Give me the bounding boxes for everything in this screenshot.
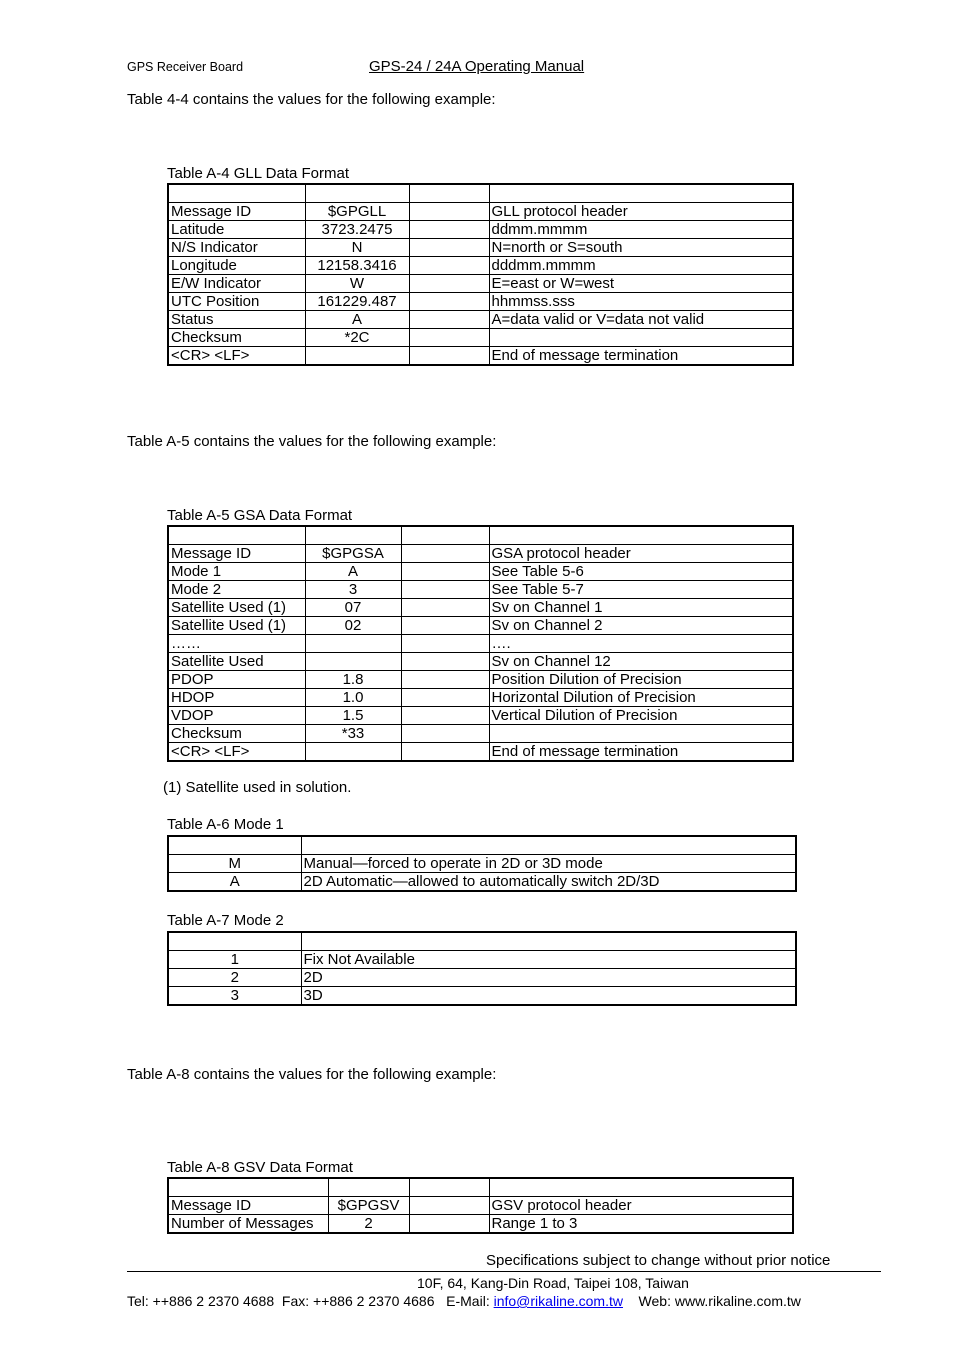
gsa-table-cell: [401, 653, 489, 671]
gll-table-cell: [409, 257, 489, 275]
gll-table-cell: Latitude: [168, 221, 305, 239]
gsa-table-cell: [401, 725, 489, 743]
gsa-table-cell: PDOP: [168, 671, 305, 689]
gll-table-header-cell: [489, 184, 793, 203]
gsa-table-cell: [305, 635, 401, 653]
gll-table-cell: [409, 221, 489, 239]
mode2-table-cell: Fix Not Available: [301, 951, 796, 969]
gsv-table-cell: Number of Messages: [168, 1215, 328, 1234]
gll-table-cell: [409, 329, 489, 347]
mode1-table-header-cell: [168, 836, 301, 855]
gll-table-cell: W: [305, 275, 409, 293]
mode2-table-cell: 1: [168, 951, 301, 969]
gsa-table-cell: [401, 671, 489, 689]
gsa-table-cell: Vertical Dilution of Precision: [489, 707, 793, 725]
gsa-table-cell: HDOP: [168, 689, 305, 707]
gsa-table-cell: [401, 545, 489, 563]
header-title: GPS-24 / 24A Operating Manual: [369, 58, 585, 75]
gsa-table-row: [168, 599, 793, 617]
gsa-table-row: [168, 725, 793, 743]
gsv-table: [167, 1177, 794, 1234]
gll-table-cell: A=data valid or V=data not valid: [489, 311, 793, 329]
gsa-table-cell: Satellite Used (1): [168, 599, 305, 617]
gsa-table-row: [168, 707, 793, 725]
mode2-table-cell: 2: [168, 969, 301, 987]
gsa-table-header-cell: [401, 526, 489, 545]
gsa-table-cell: Message ID: [168, 545, 305, 563]
gll-table-row: [168, 275, 793, 293]
gsa-table-cell: ……: [168, 635, 305, 653]
gll-table-cell: [409, 293, 489, 311]
gll-table-row: [168, 203, 793, 221]
gll-table-cell: 161229.487: [305, 293, 409, 311]
gll-table-row: [168, 329, 793, 347]
gll-table-cell: dddmm.mmmm: [489, 257, 793, 275]
gsv-table-row: [168, 1197, 793, 1215]
gll-table-cell: 3723.2475: [305, 221, 409, 239]
gll-table-cell: GLL protocol header: [489, 203, 793, 221]
mode2-table-cell: 2D: [301, 969, 796, 987]
gsa-table-header-cell: [168, 526, 305, 545]
gsa-table-row: [168, 653, 793, 671]
gsa-table-cell: Sv on Channel 12: [489, 653, 793, 671]
mode2-table-cell: 3: [168, 987, 301, 1006]
gsa-table-cell: 02: [305, 617, 401, 635]
gsa-table-cell: Sv on Channel 1: [489, 599, 793, 617]
mode2-table-row: [168, 969, 796, 987]
gll-table-cell: $GPGLL: [305, 203, 409, 221]
gsa-table-row: [168, 563, 793, 581]
gsa-table-cell: Mode 1: [168, 563, 305, 581]
gll-table-cell: 12158.3416: [305, 257, 409, 275]
gsa-table-cell: [401, 743, 489, 762]
gll-table-header-cell: [168, 184, 305, 203]
gsa-table-cell: End of message termination: [489, 743, 793, 762]
gsa-table-cell: [401, 635, 489, 653]
gll-table-row: [168, 257, 793, 275]
gsv-table-header-cell: [409, 1178, 489, 1197]
gll-table-cell: N/S Indicator: [168, 239, 305, 257]
gll-table-cell: [409, 275, 489, 293]
gsa-table-cell: 1.5: [305, 707, 401, 725]
gsa-table-cell: A: [305, 563, 401, 581]
mode2-caption: Table A-7 Mode 2: [167, 912, 284, 929]
mode1-table-row: [168, 855, 796, 873]
gsa-table-cell: ….: [489, 635, 793, 653]
gll-table-header-cell: [305, 184, 409, 203]
mode2-table: [167, 931, 797, 1006]
gsa-table-header-cell: [489, 526, 793, 545]
gsa-table-cell: Satellite Used (1): [168, 617, 305, 635]
gsa-table: [167, 525, 794, 762]
gll-table-cell: [489, 329, 793, 347]
gsv-table-header-row: [168, 1178, 793, 1197]
gll-table-cell: Longitude: [168, 257, 305, 275]
gsv-table-cell: 2: [328, 1215, 409, 1234]
gll-table-cell: <CR> <LF>: [168, 347, 305, 366]
gll-table-row: [168, 311, 793, 329]
gll-table-cell: hhmmss.sss: [489, 293, 793, 311]
gsv-table-header-cell: [328, 1178, 409, 1197]
gsa-caption: Table A-5 GSA Data Format: [167, 507, 353, 524]
gsa-table-cell: 07: [305, 599, 401, 617]
gsa-table-cell: 1.0: [305, 689, 401, 707]
gsa-table-row: [168, 671, 793, 689]
gsa-table-cell: Horizontal Dilution of Precision: [489, 689, 793, 707]
gll-table-row: [168, 347, 793, 366]
gsa-footnote: (1) Satellite used in solution.: [163, 779, 352, 796]
mode1-table-cell: M: [168, 855, 301, 873]
mode1-table-cell: 2D Automatic—allowed to automatically switch 2D/3D: [301, 873, 796, 892]
gsa-table-cell: Satellite Used: [168, 653, 305, 671]
gsa-table-row: [168, 617, 793, 635]
footer-notice: Specifications subject to change without prior notice: [486, 1252, 831, 1269]
gll-table-row: [168, 293, 793, 311]
mode2-table-header-cell: [168, 932, 301, 951]
gll-table-header-cell: [409, 184, 489, 203]
mode1-table-cell: Manual—forced to operate in 2D or 3D mode: [301, 855, 796, 873]
gsa-table-cell: Position Dilution of Precision: [489, 671, 793, 689]
gsa-table-header-row: [168, 526, 793, 545]
gll-table-cell: UTC Position: [168, 293, 305, 311]
gsa-table-cell: [401, 689, 489, 707]
gll-table-cell: [409, 239, 489, 257]
gll-table-cell: Checksum: [168, 329, 305, 347]
gsv-table-cell: Range 1 to 3: [489, 1215, 793, 1234]
mode1-table-cell: A: [168, 873, 301, 892]
gsa-table-cell: 3: [305, 581, 401, 599]
gsa-table-cell: [401, 707, 489, 725]
gsa-table-cell: [401, 617, 489, 635]
footer-divider: [127, 1271, 881, 1272]
mode2-table-header-cell: [301, 932, 796, 951]
gsv-table-header-cell: [489, 1178, 793, 1197]
gll-table-cell: [409, 311, 489, 329]
gsa-table-cell: [401, 563, 489, 581]
gsv-caption: Table A-8 GSV Data Format: [167, 1159, 353, 1176]
gsa-table-cell: Checksum: [168, 725, 305, 743]
gsa-table-cell: [489, 725, 793, 743]
gsa-table-cell: 1.8: [305, 671, 401, 689]
gll-table-header-row: [168, 184, 793, 203]
gsa-table-cell: Mode 2: [168, 581, 305, 599]
gll-table-cell: *2C: [305, 329, 409, 347]
gll-table-cell: ddmm.mmmm: [489, 221, 793, 239]
gll-table-cell: [409, 347, 489, 366]
gsa-table-row: [168, 635, 793, 653]
email-link[interactable]: info@rikaline.com.tw: [493, 1293, 623, 1309]
gsv-table-cell: GSV protocol header: [489, 1197, 793, 1215]
gll-table: [167, 183, 794, 366]
gll-table-cell: [409, 203, 489, 221]
gll-table-cell: E=east or W=west: [489, 275, 793, 293]
gll-table-cell: A: [305, 311, 409, 329]
gsa-table-cell: *33: [305, 725, 401, 743]
gll-table-cell: N=north or S=south: [489, 239, 793, 257]
intro-gsv: Table A-8 contains the values for the following example:: [127, 1066, 497, 1083]
gsa-table-header-cell: [305, 526, 401, 545]
gsa-table-cell: [401, 599, 489, 617]
gll-caption: Table A-4 GLL Data Format: [167, 165, 350, 182]
gsa-table-row: [168, 581, 793, 599]
gsa-table-cell: See Table 5-6: [489, 563, 793, 581]
gll-table-cell: Message ID: [168, 203, 305, 221]
gsa-table-cell: [305, 653, 401, 671]
gsv-table-header-cell: [168, 1178, 328, 1197]
gll-table-cell: E/W Indicator: [168, 275, 305, 293]
mode2-table-cell: 3D: [301, 987, 796, 1006]
gll-table-cell: Status: [168, 311, 305, 329]
gsa-table-row: [168, 689, 793, 707]
gsa-table-cell: <CR> <LF>: [168, 743, 305, 762]
mode1-table-row: [168, 873, 796, 892]
gll-table-row: [168, 221, 793, 239]
gsv-table-cell: [409, 1197, 489, 1215]
gsa-table-cell: [305, 743, 401, 762]
gsa-table-row: [168, 743, 793, 762]
gsa-table-row: [168, 545, 793, 563]
gsa-table-cell: [401, 581, 489, 599]
mode1-table-header-row: [168, 836, 796, 855]
intro-gll: Table 4-4 contains the values for the following example:: [127, 91, 496, 108]
gsv-table-row: [168, 1215, 793, 1234]
gll-table-cell: End of message termination: [489, 347, 793, 366]
gll-table-cell: N: [305, 239, 409, 257]
gll-table-cell: [305, 347, 409, 366]
gsv-table-cell: Message ID: [168, 1197, 328, 1215]
mode1-caption: Table A-6 Mode 1: [167, 816, 284, 833]
gsv-table-cell: $GPGSV: [328, 1197, 409, 1215]
gsa-table-cell: GSA protocol header: [489, 545, 793, 563]
gsa-table-cell: See Table 5-7: [489, 581, 793, 599]
footer-contact-text: Tel: ++886 2 2370 4688 Fax: ++886 2 2370 4686 E-Mail:: [127, 1293, 494, 1309]
mode1-table-header-cell: [301, 836, 796, 855]
footer-contact: [127, 1293, 801, 1309]
mode1-table: [167, 835, 797, 892]
header-left: GPS Receiver Board: [127, 60, 244, 74]
gsa-table-cell: Sv on Channel 2: [489, 617, 793, 635]
intro-gsa: Table A-5 contains the values for the following example:: [127, 433, 497, 450]
gll-table-row: [168, 239, 793, 257]
gsv-table-cell: [409, 1215, 489, 1234]
mode2-table-header-row: [168, 932, 796, 951]
footer-address: 10F, 64, Kang-Din Road, Taipei 108, Taiwan: [417, 1275, 689, 1291]
gsa-table-cell: VDOP: [168, 707, 305, 725]
gsa-table-cell: $GPGSA: [305, 545, 401, 563]
mode2-table-row: [168, 951, 796, 969]
mode2-table-row: [168, 987, 796, 1006]
footer-web: Web: www.rikaline.com.tw: [622, 1293, 801, 1309]
